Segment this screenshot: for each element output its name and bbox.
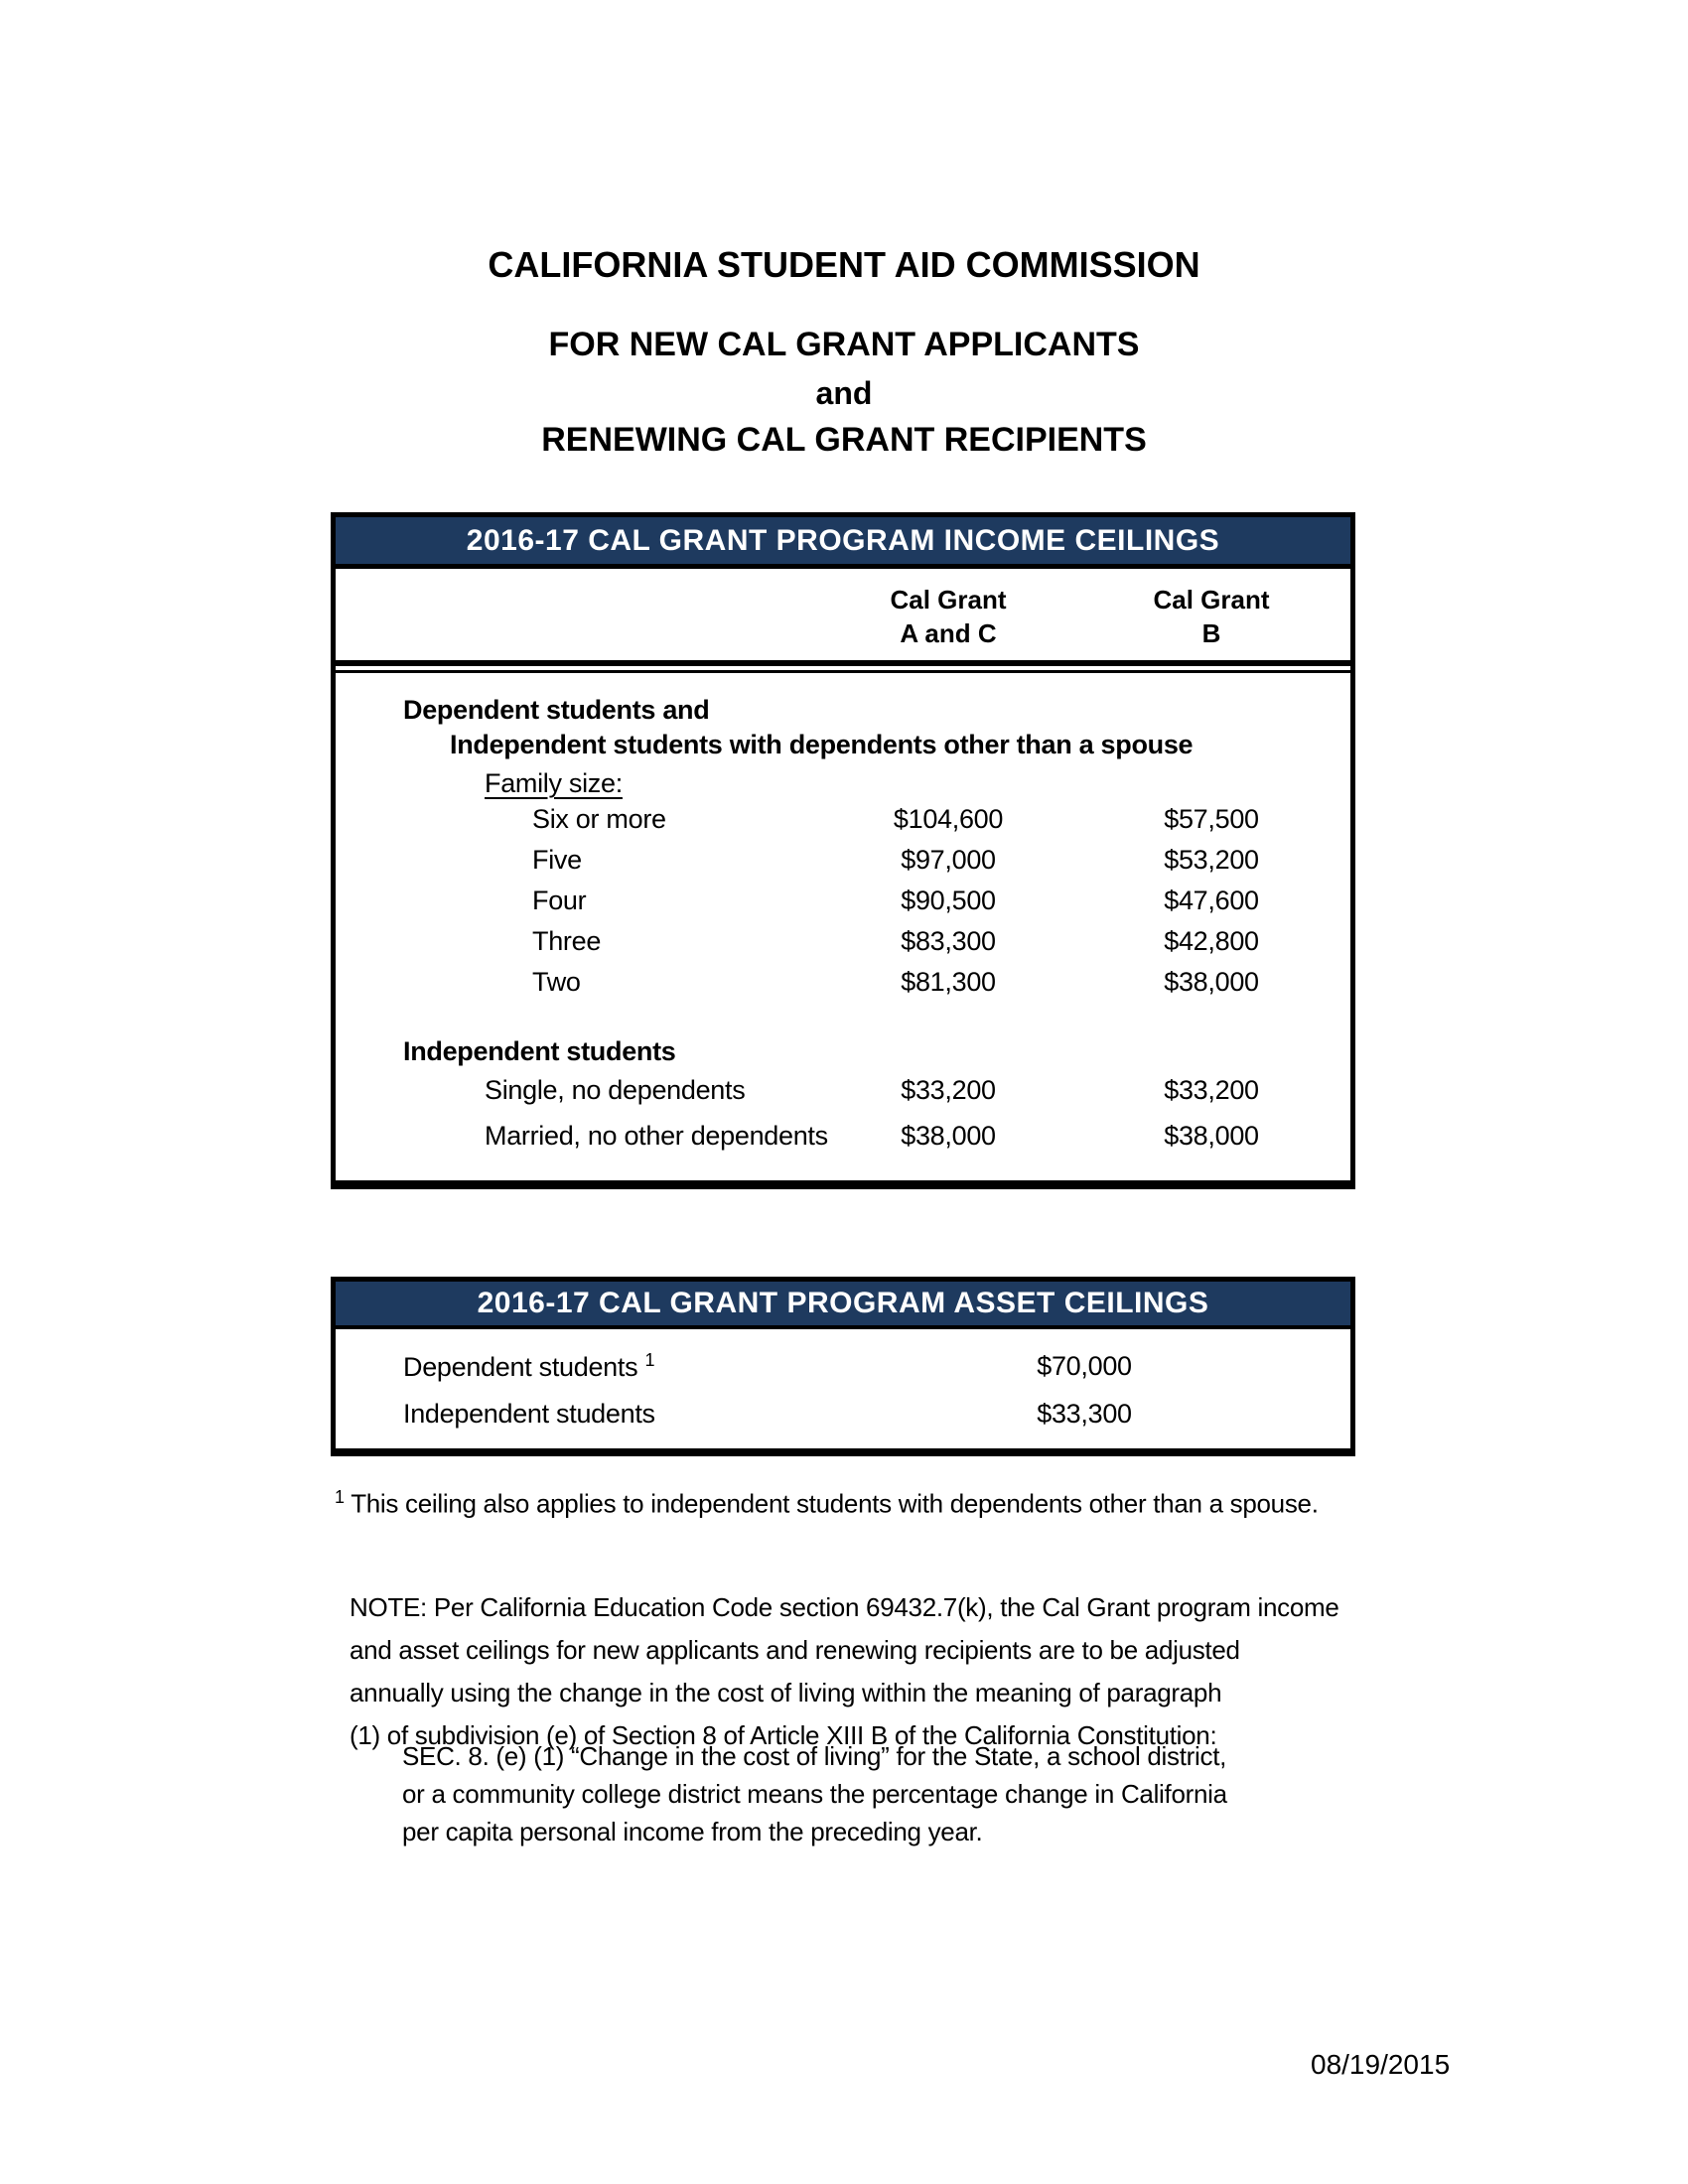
doc-title-commission: CALIFORNIA STUDENT AID COMMISSION bbox=[488, 244, 1200, 285]
row-label: Two bbox=[532, 967, 581, 997]
value-cal-grant-b: $38,000 bbox=[1164, 1120, 1259, 1151]
row-label: Five bbox=[532, 845, 582, 875]
sec-line: SEC. 8. (e) (1) “Change in the cost of living” for the State, a school district, bbox=[402, 1741, 1227, 1771]
table-row bbox=[336, 799, 1350, 840]
value-cal-grant-a-c: $33,200 bbox=[901, 1074, 996, 1105]
doc-title-recipients: RENEWING CAL GRANT RECIPIENTS bbox=[541, 421, 1147, 459]
table-row bbox=[336, 881, 1350, 921]
asset-ceilings-table bbox=[331, 1277, 1355, 1456]
footer-date: 08/19/2015 bbox=[1311, 2049, 1451, 2080]
table-row bbox=[336, 1347, 1350, 1385]
income-table-header-row bbox=[336, 569, 1350, 666]
value-cal-grant-a-c: $90,500 bbox=[901, 886, 996, 915]
value-cal-grant-b: $53,200 bbox=[1164, 845, 1259, 875]
footnote-text: This ceiling also applies to independent students with dependents other than a spouse. bbox=[351, 1488, 1319, 1519]
footnote bbox=[335, 1487, 1319, 1520]
value-cal-grant-a-c: $83,300 bbox=[901, 926, 996, 956]
col-header-cal-grant-a-c bbox=[849, 583, 1048, 650]
table-row bbox=[336, 1067, 1350, 1113]
col-header-b-line1: Cal Grant bbox=[1153, 585, 1270, 614]
table-row bbox=[336, 921, 1350, 962]
asset-table-title-band: 2016-17 CAL GRANT PROGRAM ASSET CEILINGS bbox=[336, 1282, 1350, 1329]
col-header-a-line1: Cal Grant bbox=[890, 585, 1007, 614]
doc-title-applicants: FOR NEW CAL GRANT APPLICANTS bbox=[548, 326, 1140, 363]
row-label: Three bbox=[532, 926, 602, 956]
col-header-a-line2: A and C bbox=[900, 618, 997, 648]
section-independent-students: Independent students bbox=[403, 1036, 676, 1066]
sec-line: or a community college district means the percentage change in California bbox=[402, 1779, 1227, 1809]
note-line: (1) of subdivision (e) of Section 8 of Article XIII B of the California Constitution: bbox=[350, 1720, 1217, 1750]
table-row bbox=[336, 1395, 1350, 1433]
value-cal-grant-a-c: $104,600 bbox=[893, 804, 1004, 834]
value-cal-grant-b: $47,600 bbox=[1164, 886, 1259, 915]
family-size-label: Family size: bbox=[485, 768, 623, 798]
table-row bbox=[336, 840, 1350, 881]
value-cal-grant-b: $57,500 bbox=[1164, 804, 1259, 834]
section-dependent-students: Dependent students and bbox=[403, 695, 710, 725]
note-line: NOTE: Per California Education Code section 69432.7(k), the Cal Grant program income bbox=[350, 1592, 1339, 1622]
asset-table-body bbox=[336, 1329, 1350, 1448]
row-label: Four bbox=[532, 886, 587, 915]
row-label: Dependent students bbox=[403, 1351, 638, 1382]
note-paragraph bbox=[350, 1586, 1339, 1757]
note-line: annually using the change in the cost of living within the meaning of paragraph bbox=[350, 1678, 1222, 1707]
row-label: Married, no other dependents bbox=[485, 1120, 828, 1151]
section-independent-with-dependents: Independent students with dependents other than a spouse bbox=[450, 730, 1194, 759]
footnote-marker: 1 bbox=[644, 1349, 655, 1370]
income-ceilings-table bbox=[331, 512, 1355, 1189]
row-label: Independent students bbox=[403, 1398, 655, 1429]
col-header-cal-grant-b bbox=[1112, 583, 1311, 650]
value-cal-grant-b: $42,800 bbox=[1164, 926, 1259, 956]
value-cal-grant-a-c: $97,000 bbox=[901, 845, 996, 875]
doc-title-and: and bbox=[815, 375, 873, 411]
value-cal-grant-a-c: $81,300 bbox=[901, 967, 996, 997]
note-line: and asset ceilings for new applicants and renewing recipients are to be adjusted bbox=[350, 1635, 1240, 1665]
table-row bbox=[336, 962, 1350, 1003]
income-table-body bbox=[336, 673, 1350, 1180]
value-cal-grant-a-c: $38,000 bbox=[901, 1120, 996, 1151]
sec-line: per capita personal income from the preceding year. bbox=[402, 1817, 983, 1846]
asset-value: $33,300 bbox=[1037, 1398, 1132, 1429]
row-label: Single, no dependents bbox=[485, 1074, 746, 1105]
row-label: Six or more bbox=[532, 804, 666, 834]
col-header-b-line2: B bbox=[1201, 618, 1221, 648]
value-cal-grant-b: $33,200 bbox=[1164, 1074, 1259, 1105]
income-table-title-band: 2016-17 CAL GRANT PROGRAM INCOME CEILINGS bbox=[336, 517, 1350, 569]
asset-value: $70,000 bbox=[1037, 1350, 1132, 1381]
sec-quote-paragraph bbox=[402, 1737, 1227, 1850]
footnote-marker: 1 bbox=[335, 1487, 345, 1507]
table-row bbox=[336, 1113, 1350, 1159]
value-cal-grant-b: $38,000 bbox=[1164, 967, 1259, 997]
